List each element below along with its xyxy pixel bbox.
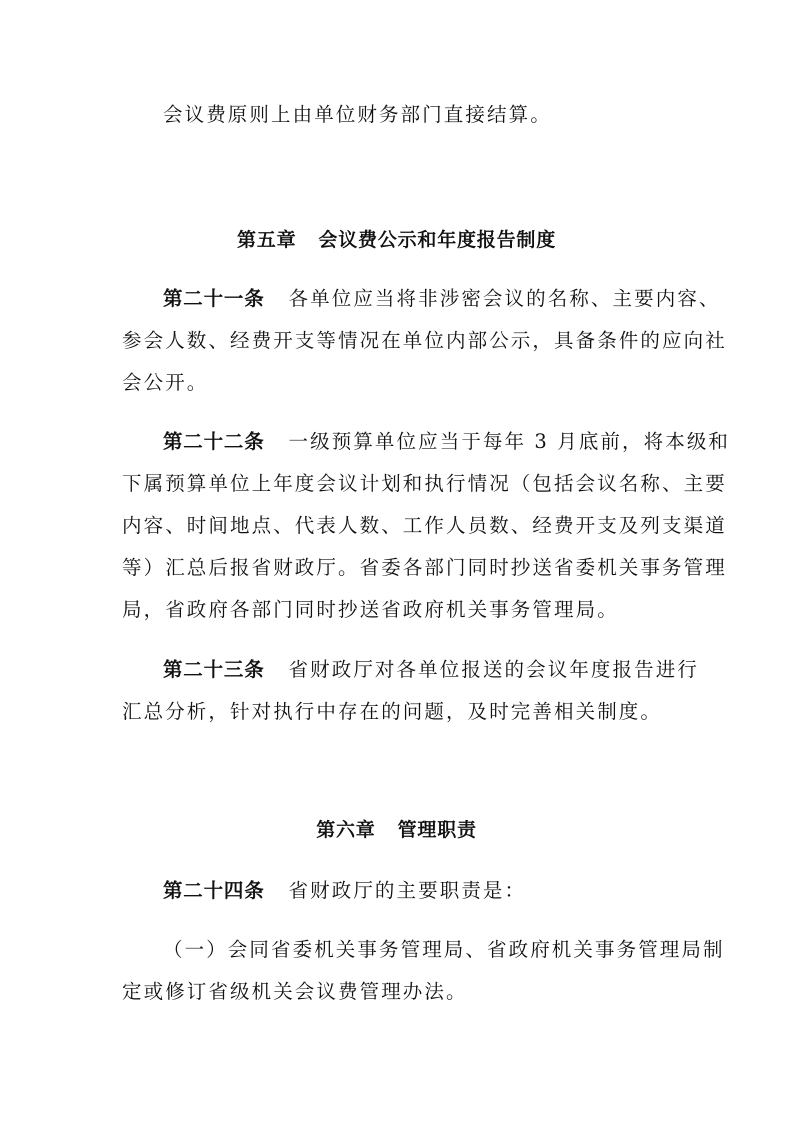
article-text: 一级预算单位应当于每年 3 月底前，将本级和 [288,430,731,453]
paragraph-line: 会公开。 [122,371,209,394]
chapter-heading [0,227,793,253]
paragraph-line: 下属预算单位上年度会议计划和执行情况（包括会议名称、主要 [122,472,727,495]
paragraph-line: （一）会同省委机关事务管理局、省政府机关事务管理局制 [163,938,725,961]
article-text: 各单位应当将非涉密会议的名称、主要内容、 [288,287,721,310]
article-number: 第二十四条 [163,879,265,902]
paragraph-line: 参会人数、经费开支等情况在单位内部公示，具备条件的应向社 [122,329,727,352]
paragraph-line: 会议费原则上由单位财务部门直接结算。 [163,103,552,126]
article-number: 第二十一条 [163,287,265,310]
paragraph-line: 定或修订省级机关会议费管理办法。 [122,980,468,1003]
chapter-heading [0,817,793,843]
paragraph-line: 等）汇总后报省财政厅。省委各部门同时抄送省委机关事务管理 [122,556,727,579]
article-line [163,657,699,683]
chapter-number: 第五章 [236,229,297,251]
paragraph-line: 局，省政府各部门同时抄送省政府机关事务管理局。 [122,598,619,621]
article-text: 省财政厅的主要职责是： [288,879,527,902]
article-line [163,878,683,904]
chapter-title: 会议费公示和年度报告制度 [318,229,556,251]
chapter-number: 第六章 [316,819,376,841]
article-line [163,429,731,455]
article-text: 省财政厅对各单位报送的会议年度报告进行 [288,658,699,681]
article-line [163,286,721,312]
article-number: 第二十二条 [163,430,265,453]
paragraph-line: 汇总分析，针对执行中存在的问题，及时完善相关制度。 [122,700,663,723]
paragraph-line: 内容、时间地点、代表人数、工作人员数、经费开支及列支渠道 [122,514,727,537]
chapter-title: 管理职责 [397,819,477,841]
article-number: 第二十三条 [163,658,265,681]
